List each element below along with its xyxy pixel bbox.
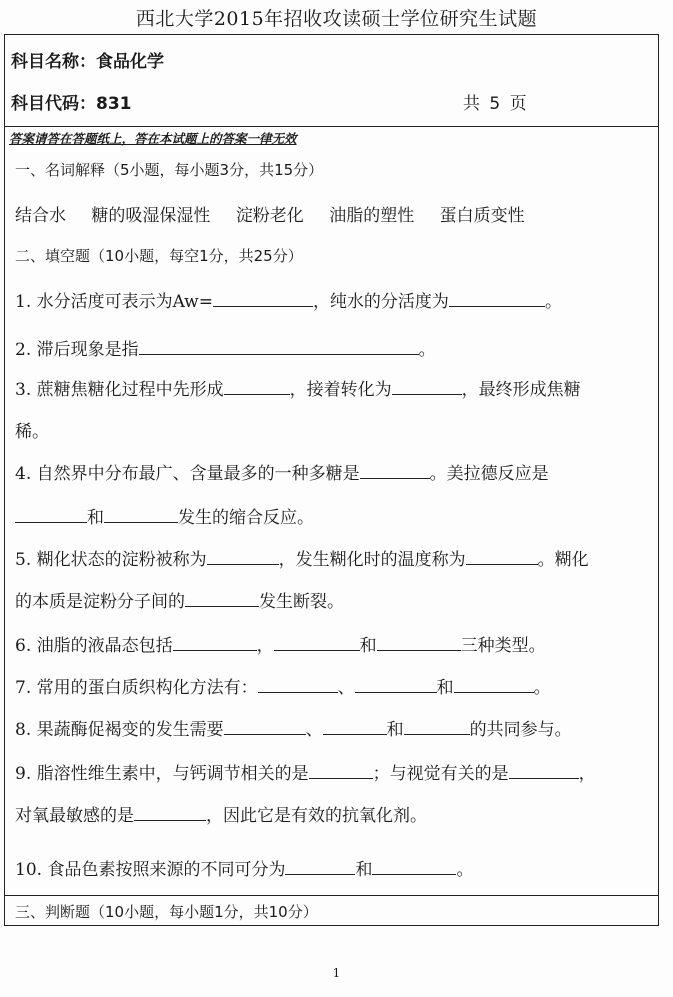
question-5-line-1: 5. 糊化状态的淀粉被称为 ，发生糊化时的温度称为 。糊化	[15, 550, 589, 570]
question-1: 1. 水分活度可表示为Aw= ，纯水的分活度为 。	[15, 292, 562, 312]
question-3-line-1: 3. 蔗糖焦糖化过程中先形成 ，接着转化为 ，最终形成焦糖	[15, 380, 581, 400]
exam-frame	[4, 34, 659, 926]
subject-name: 科目名称：食品化学	[11, 52, 164, 72]
question-9-line-2: 对氧最敏感的是 ，因此它是有效的抗氧化剂。	[15, 806, 427, 826]
exam-title: 西北大学2015年招收攻读硕士学位研究生试题	[135, 8, 538, 30]
term-item: 结合水	[15, 206, 66, 226]
section-2-heading: 二、填空题（10小题，每空1分，共25分）	[15, 247, 303, 265]
term-list	[15, 201, 539, 226]
answer-notice: 答案请答在答题纸上，答在本试题上的答案一律无效	[9, 131, 297, 146]
question-8: 8. 果蔬酶促褐变的发生需要 、 和 的共同参与。	[15, 720, 572, 740]
section-3-heading: 三、判断题（10小题，每小题1分，共10分）	[15, 903, 318, 921]
question-6: 6. 油脂的液晶态包括 ， 和 三种类型。	[15, 636, 546, 656]
subject-code: 科目代码：831	[11, 94, 132, 114]
question-3-line-2: 稀。	[15, 422, 49, 442]
header-divider	[5, 126, 658, 127]
question-4-line-2: 和 发生的缩合反应。	[15, 503, 314, 528]
question-4-line-1: 4. 自然界中分布最广、含量最多的一种多糖是 。美拉德反应是	[15, 464, 549, 484]
term-item: 油脂的塑性	[329, 206, 415, 226]
page-count: 共 5 页	[463, 94, 529, 114]
term-item: 淀粉老化	[235, 206, 304, 226]
section-1-heading: 一、名词解释（5小题，每小题3分，共15分）	[15, 161, 324, 179]
page-number: 1	[332, 966, 341, 980]
question-2: 2. 滞后现象是指 。	[15, 340, 436, 360]
question-10: 10. 食品色素按照来源的不同可分为 和 。	[15, 860, 474, 880]
section-3-divider	[5, 895, 658, 896]
question-9-line-1: 9. 脂溶性维生素中，与钙调节相关的是 ；与视觉有关的是 ，	[15, 764, 596, 784]
question-7: 7. 常用的蛋白质织构化方法有： 、 和 。	[15, 678, 551, 698]
term-item: 蛋白质变性	[439, 206, 525, 226]
term-item: 糖的吸湿保湿性	[91, 206, 211, 226]
question-5-line-2: 的本质是淀粉分子间的 发生断裂。	[15, 592, 344, 612]
